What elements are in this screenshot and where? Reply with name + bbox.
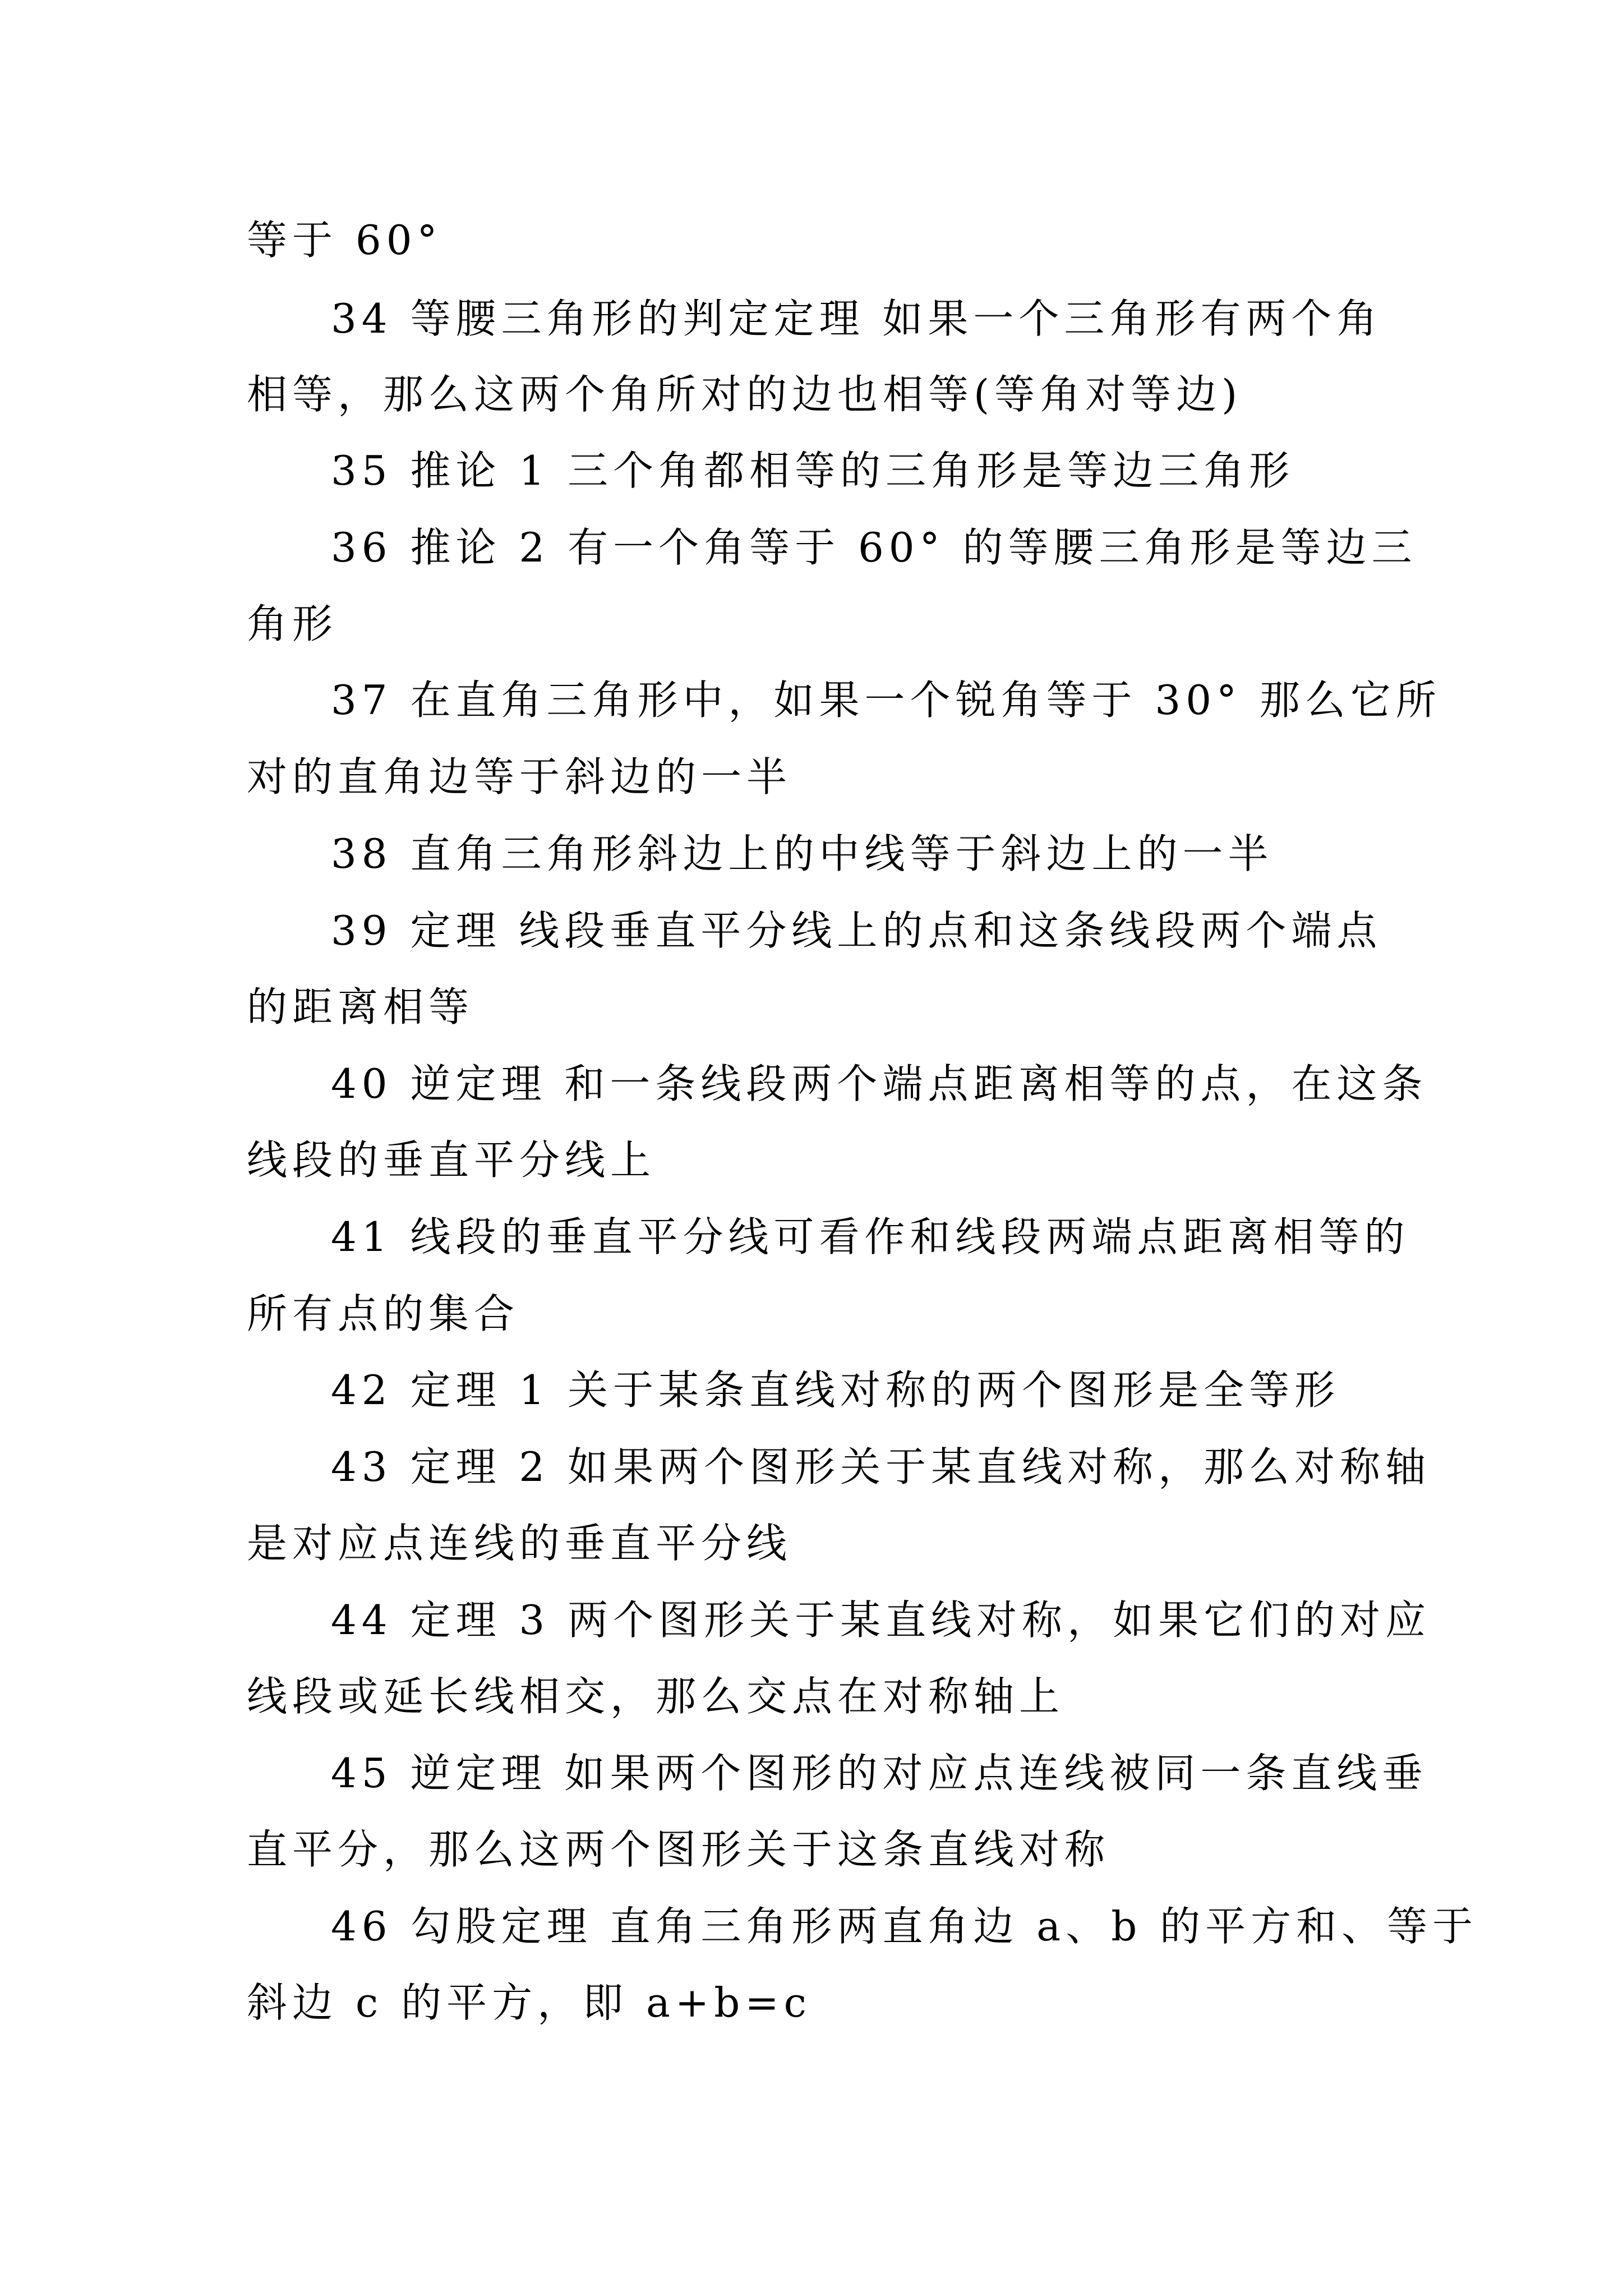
text-line: 40 逆定理 和一条线段两个端点距离相等的点，在这条 xyxy=(331,1060,1428,1107)
text-line: 39 定理 线段垂直平分线上的点和这条线段两个端点 xyxy=(331,907,1382,954)
text-line: 38 直角三角形斜边上的中线等于斜边上的一半 xyxy=(331,830,1274,877)
text-line: 42 定理 1 关于某条直线对称的两个图形是全等形 xyxy=(331,1366,1340,1414)
text-line: 对的直角边等于斜边的一半 xyxy=(247,753,792,800)
text-line: 的距离相等 xyxy=(247,983,474,1030)
text-line: 斜边 c 的平方，即 a+b=c xyxy=(247,1979,811,2026)
text-line: 角形 xyxy=(247,600,338,647)
text-line: 36 推论 2 有一个角等于 60° 的等腰三角形是等边三 xyxy=(331,524,1417,571)
text-line: 45 逆定理 如果两个图形的对应点连线被同一条直线垂 xyxy=(331,1750,1428,1797)
text-line: 线段或延长线相交，那么交点在对称轴上 xyxy=(247,1673,1065,1720)
text-line: 37 在直角三角形中，如果一个锐角等于 30° 那么它所 xyxy=(331,677,1441,724)
text-line: 35 推论 1 三个角都相等的三角形是等边三角形 xyxy=(331,447,1295,494)
text-line: 等于 60° xyxy=(247,217,442,264)
text-line: 相等，那么这两个角所对的边也相等(等角对等边) xyxy=(247,371,1243,418)
text-line: 所有点的集合 xyxy=(247,1290,520,1337)
text-line: 是对应点连线的垂直平分线 xyxy=(247,1520,792,1567)
text-line: 44 定理 3 两个图形关于某直线对称，如果它们的对应 xyxy=(331,1596,1431,1644)
text-line: 46 勾股定理 直角三角形两直角边 a、b 的平方和、等于 xyxy=(331,1903,1478,1950)
text-line: 41 线段的垂直平分线可看作和线段两端点距离相等的 xyxy=(331,1213,1410,1260)
text-line: 直平分，那么这两个图形关于这条直线对称 xyxy=(247,1826,1110,1873)
text-line: 43 定理 2 如果两个图形关于某直线对称，那么对称轴 xyxy=(331,1443,1431,1490)
text-line: 线段的垂直平分线上 xyxy=(247,1137,656,1184)
text-line: 34 等腰三角形的判定定理 如果一个三角形有两个角 xyxy=(331,295,1382,342)
